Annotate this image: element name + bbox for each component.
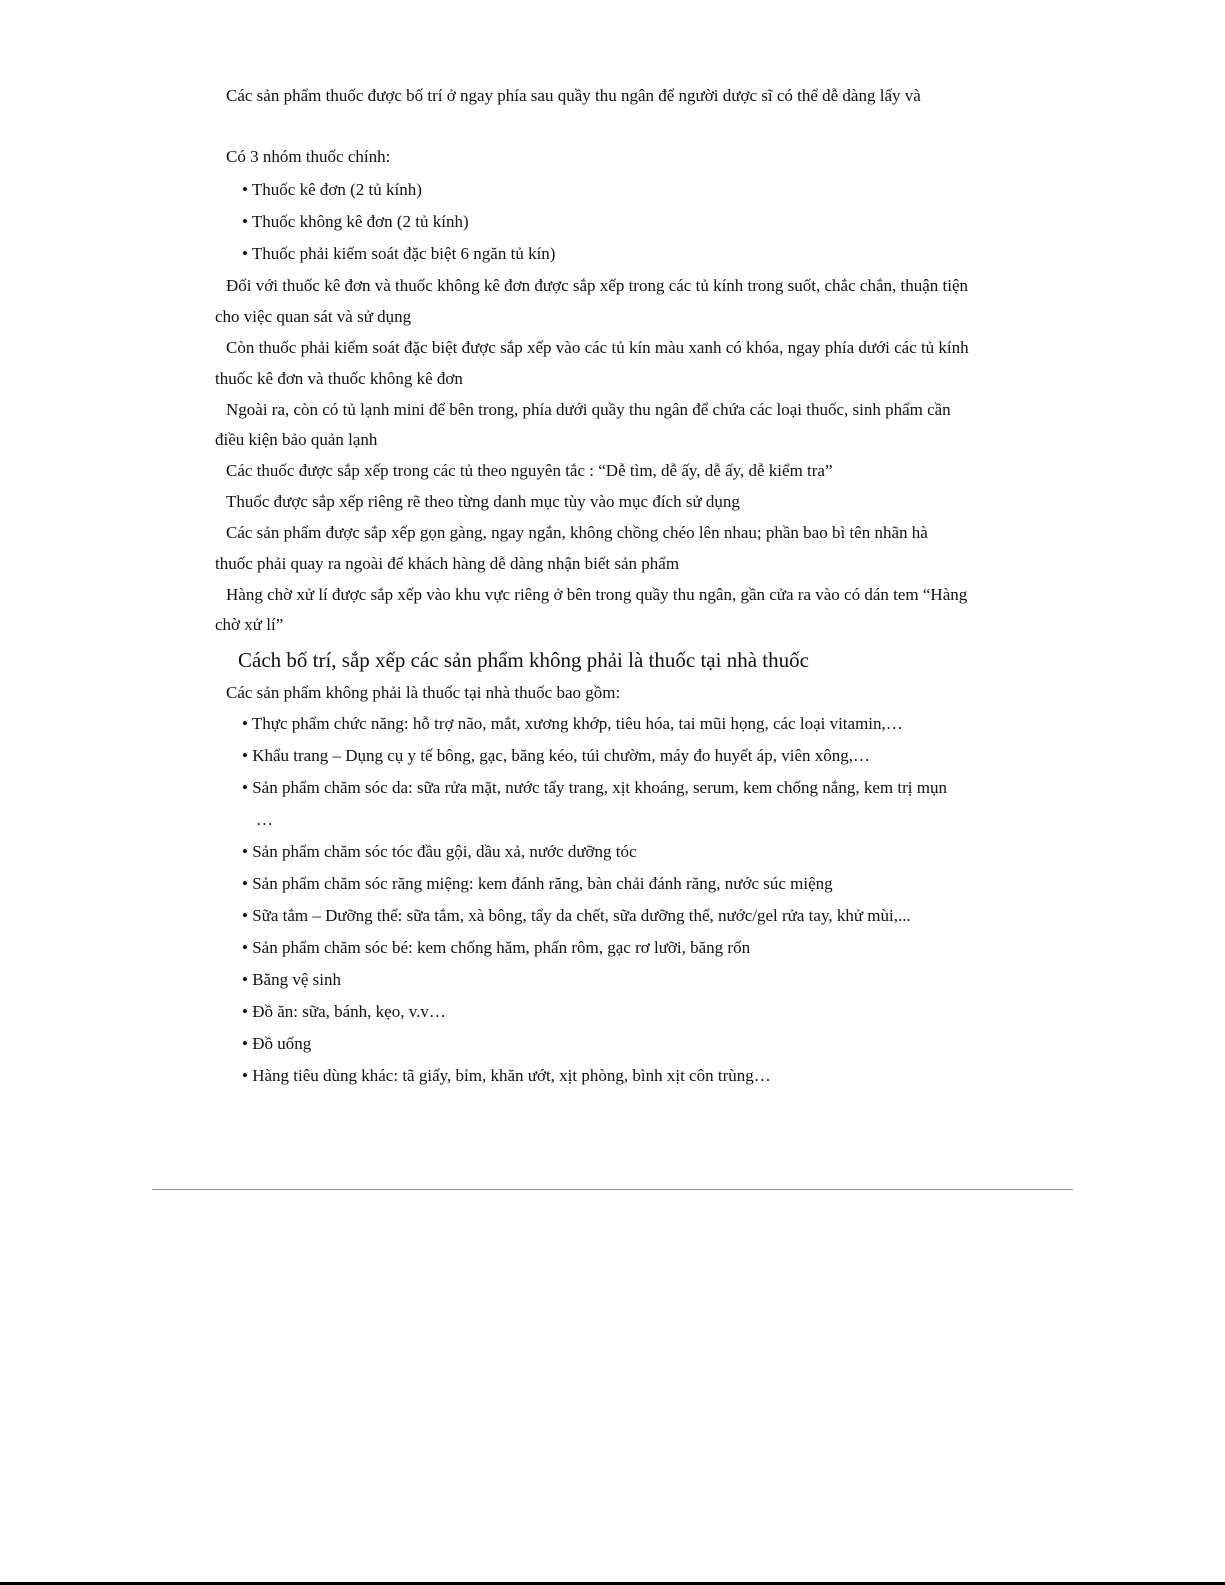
product-item: • Sản phẩm chăm sóc bé: kem chống hăm, phấn rôm, gạc rơ lưỡi, băng rốn [242, 938, 751, 957]
paragraph-line: cho việc quan sát và sử dụng [215, 307, 412, 326]
product-item: • Sản phẩm chăm sóc tóc đầu gội, dầu xả, nước dưỡng tóc [242, 842, 637, 861]
product-item: • Sữa tắm – Dưỡng thể: sữa tắm, xà bông, tẩy da chết, sữa dưỡng thể, nước/gel rửa tay, khử mùi,... [242, 906, 911, 925]
paragraph-line: thuốc phải quay ra ngoài để khách hàng dễ dàng nhận biết sản phẩm [215, 554, 680, 573]
drug-groups-title: Có 3 nhóm thuốc chính: [226, 147, 391, 166]
paragraph-line: Ngoài ra, còn có tủ lạnh mini để bên trong, phía dưới quầy thu ngân để chứa các loại thuốc, sinh phẩm cần [226, 400, 951, 419]
paragraph-line: Các thuốc được sắp xếp trong các tủ theo nguyên tắc : “Dễ tìm, dễ ấy, dễ ấy, dễ kiểm tra” [226, 461, 833, 480]
product-item-continuation: … [256, 810, 273, 829]
drug-group-item: • Thuốc phải kiểm soát đặc biệt 6 ngăn tủ kín) [242, 244, 556, 263]
drug-group-item: • Thuốc không kê đơn (2 tủ kính) [242, 212, 469, 231]
paragraph-line: chờ xử lí” [215, 615, 284, 634]
product-item: • Thực phẩm chức năng: hỗ trợ não, mắt, xương khớp, tiêu hóa, tai mũi họng, các loại vitamin,… [242, 714, 903, 733]
products-intro: Các sản phẩm không phải là thuốc tại nhà thuốc bao gồm: [226, 683, 621, 702]
paragraph-line: thuốc kê đơn và thuốc không kê đơn [215, 369, 463, 388]
section-heading: Cách bố trí, sắp xếp các sản phẩm không phải là thuốc tại nhà thuốc [238, 648, 809, 672]
product-item: • Sản phẩm chăm sóc răng miệng: kem đánh răng, bàn chải đánh răng, nước súc miệng [242, 874, 833, 893]
paragraph-line: Hàng chờ xử lí được sắp xếp vào khu vực riêng ở bên trong quầy thu ngân, gần cửa ra vào có dán tem “Hàng [226, 585, 968, 604]
paragraph-line: Các sản phẩm được sắp xếp gọn gàng, ngay ngắn, không chồng chéo lên nhau; phần bao bì tên nhãn hà [226, 523, 928, 542]
product-item: • Đồ ăn: sữa, bánh, kẹo, v.v… [242, 1002, 446, 1021]
product-item: • Đồ uống [242, 1034, 312, 1053]
paragraph-line: Thuốc được sắp xếp riêng rẽ theo từng danh mục tùy vào mục đích sử dụng [226, 492, 740, 511]
product-item: • Khẩu trang – Dụng cụ y tế bông, gạc, băng kéo, túi chườm, máy đo huyết áp, viên xông,… [242, 746, 870, 765]
paragraph-line: Còn thuốc phải kiểm soát đặc biệt được sắp xếp vào các tủ kín màu xanh có khóa, ngay phía dưới các tủ kính [226, 338, 969, 357]
product-item: • Băng vệ sinh [242, 970, 341, 989]
paragraph-line: điều kiện bảo quản lạnh [215, 430, 378, 449]
intro-paragraph: Các sản phẩm thuốc được bố trí ở ngay phía sau quầy thu ngân để người dược sĩ có thể dễ dàng lấy và [226, 86, 921, 105]
drug-group-item: • Thuốc kê đơn (2 tủ kính) [242, 180, 422, 199]
page-divider [152, 1189, 1073, 1190]
product-item: • Hàng tiêu dùng khác: tã giấy, bỉm, khăn ướt, xịt phòng, bình xịt côn trùng… [242, 1066, 771, 1085]
product-item: • Sản phẩm chăm sóc da: sữa rửa mặt, nước tẩy trang, xịt khoáng, serum, kem chống nắng, kem trị mụn [242, 778, 947, 797]
paragraph-line: Đối với thuốc kê đơn và thuốc không kê đơn được sắp xếp trong các tủ kính trong suốt, chắc chắn, thuận tiện [226, 276, 968, 295]
